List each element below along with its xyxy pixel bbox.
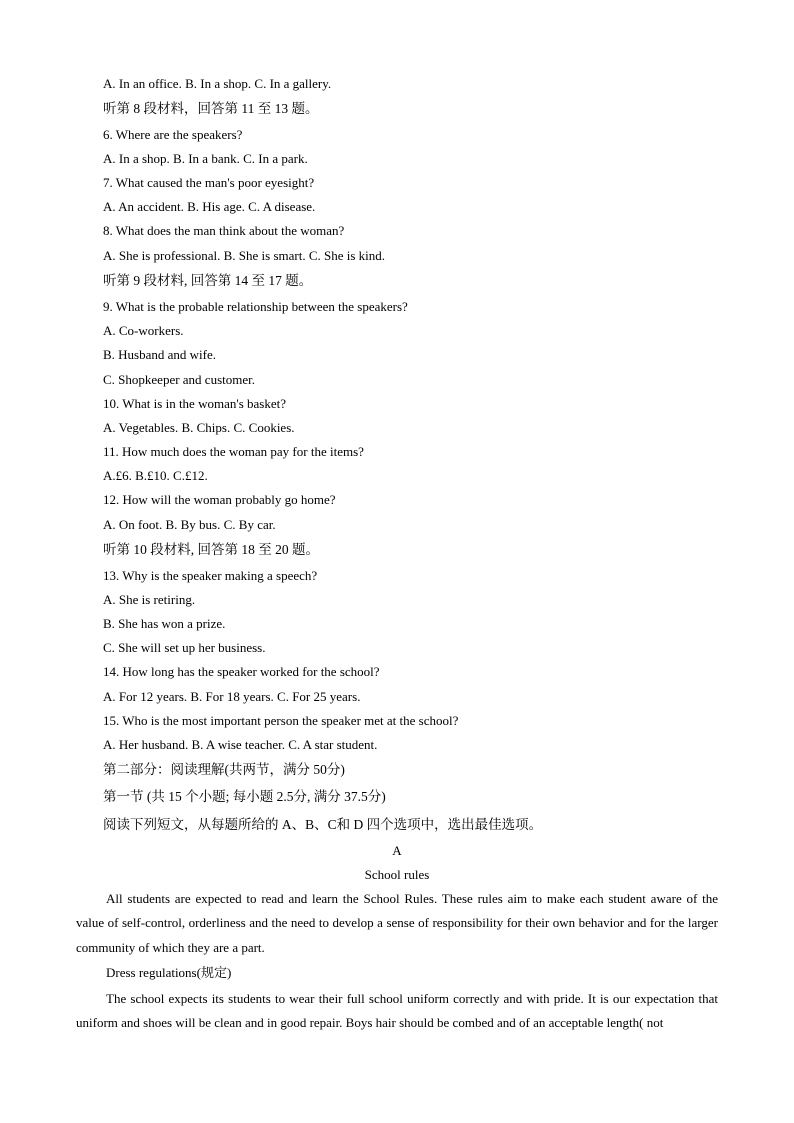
q14-options: A. For 12 years. B. For 18 years. C. For 25 years. <box>103 689 361 704</box>
q9-option-b: B. Husband and wife. <box>103 347 217 362</box>
passage-paragraph-2: The school expects its students to wear their full school uniform correctly and with pride. It is our expectation that uniform and shoes will be clean and in good repair. Boys hair should be combed and of an acceptable length( not <box>76 991 718 1031</box>
question-11: 11. How much does the woman pay for the items? <box>103 444 364 459</box>
question-15: 15. Who is the most important person the speaker met at the school? <box>103 713 459 728</box>
dress-regulations-heading: Dress regulations(规定) <box>106 965 232 980</box>
q15-options: A. Her husband. B. A wise teacher. C. A star student. <box>103 737 378 752</box>
q5-options: A. In an office. B. In a shop. C. In a gallery. <box>103 76 332 91</box>
q10-options: A. Vegetables. B. Chips. C. Cookies. <box>103 420 295 435</box>
question-12: 12. How will the woman probably go home? <box>103 492 336 507</box>
part-two-heading: 第二部分：阅读理解(共两节，满分 50分) <box>103 762 345 777</box>
question-13: 13. Why is the speaker making a speech? <box>103 568 318 583</box>
q12-options: A. On foot. B. By bus. C. By car. <box>103 517 276 532</box>
question-6: 6. Where are the speakers? <box>103 127 243 142</box>
q7-options: A. An accident. B. His age. C. A disease. <box>103 199 316 214</box>
q6-options: A. In a shop. B. In a bank. C. In a park. <box>103 151 308 166</box>
q13-option-a: A. She is retiring. <box>103 592 196 607</box>
question-8: 8. What does the man think about the woman? <box>103 223 345 238</box>
section-8-instruction: 听第 8 段材料，回答第 11 至 13 题。 <box>103 101 319 116</box>
q9-option-a: A. Co-workers. <box>103 323 184 338</box>
section-10-instruction: 听第 10 段材料, 回答第 18 至 20 题。 <box>103 542 319 557</box>
question-14: 14. How long has the speaker worked for the school? <box>103 664 380 679</box>
q8-options: A. She is professional. B. She is smart. C. She is kind. <box>103 248 386 263</box>
question-9: 9. What is the probable relationship between the speakers? <box>103 299 408 314</box>
passage-paragraph-1: All students are expected to read and learn the School Rules. These rules aim to make each student aware of the value of self-control, orderliness and the need to develop a sense of responsibility for their own behavior and for the larger community of which they are a part. <box>76 891 718 955</box>
q13-option-b: B. She has won a prize. <box>103 616 226 631</box>
reading-instruction: 阅读下列短文，从每题所给的 A、B、C和 D 四个选项中，选出最佳选项。 <box>103 817 543 832</box>
passage-title: School rules <box>364 867 430 882</box>
question-10: 10. What is in the woman's basket? <box>103 396 286 411</box>
q11-options: A.£6. B.£10. C.£12. <box>103 468 208 483</box>
q9-option-c: C. Shopkeeper and customer. <box>103 372 255 387</box>
question-7: 7. What caused the man's poor eyesight? <box>103 175 315 190</box>
section-letter: A <box>392 843 402 858</box>
q13-option-c: C. She will set up her business. <box>103 640 266 655</box>
section-9-instruction: 听第 9 段材料, 回答第 14 至 17 题。 <box>103 273 313 288</box>
section-one-heading: 第一节 (共 15 个小题; 每小题 2.5分, 满分 37.5分) <box>103 789 386 804</box>
